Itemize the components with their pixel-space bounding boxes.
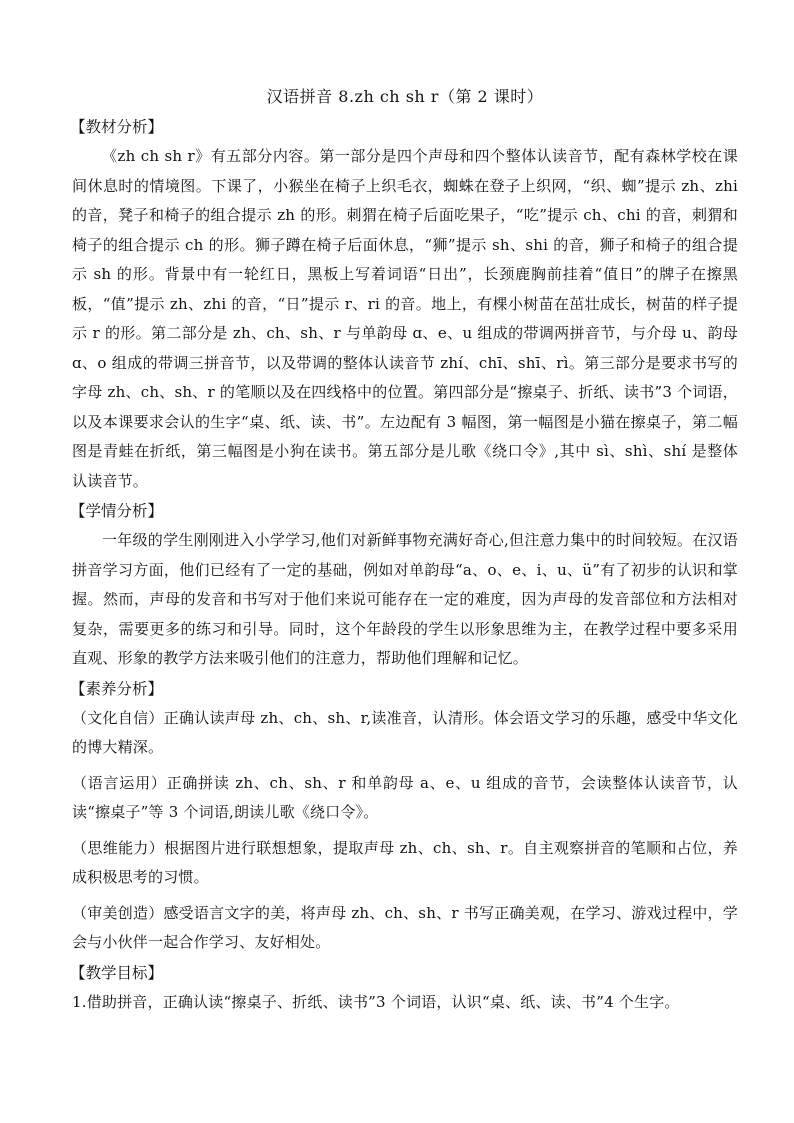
section-goals <box>72 960 738 1018</box>
goal-item-1: 1.借助拼音，正确认读“擦桌子、折纸、读书”3 个词语，认识“桌、纸、读、书”4 个生字。 <box>72 992 680 1011</box>
section-students <box>72 498 738 674</box>
document-title: 汉语拼音 8.zh ch sh r（第 2 课时） <box>266 87 544 106</box>
section-heading-literacy: 【素养分析】 <box>70 679 164 698</box>
literacy-item-culture: （文化自信）正确认读声母 zh、ch、sh、r,读准音，认清形。体会语文学习的乐趣，感受中华文化的博大精深。 <box>72 708 738 756</box>
section-heading-goals: 【教学目标】 <box>70 963 164 982</box>
section-literacy <box>72 676 738 958</box>
material-analysis-paragraph: 《zh ch sh r》有五部分内容。第一部分是四个声母和四个整体认读音节，配有森林学校在课间休息时的情境图。下课了，小猴坐在椅子上织毛衣，蜘蛛在登子上织网，“织、蜘”提示 zh、zhi 的音，凳子和椅子的组合提示 zh 的形。刺猬在椅子后面吃果子，“吃”提示 ch、chi 的音，刺猬和椅子的组合提示 ch 的形。狮子蹲在椅子后面休息，“狮”提示 sh、shi 的音，狮子和椅子的组合提示 sh 的形。背景中有一轮红日，黑板上写着词语“日出”，长颈鹿胸前挂着“值日”的牌子在擦黑板，“值”提示 zh、zhi 的音，“日”提示 r、ri 的音。地上，有棵小树苗在茁壮成长，树苗的样子提示 r 的形。第二部分是 zh、ch、sh、r 与单韵母 ɑ、e、u 组成的带调两拼音节，与介母 u、韵母 ɑ、o 组成的带调三拼音节，以及带调的整体认读音节 zhí、chī、shī、rì。第三部分是要求书写的字母 zh、ch、sh、r 的笔顺以及在四线格中的位置。第四部分是“擦桌子、折纸、读书”3 个词语，以及本课要求会认的生字“桌、纸、读、书”。左边配有 3 幅图，第一幅图是小猫在擦桌子，第二幅图是青蛙在折纸，第三幅图是小狗在读书。第五部分是儿歌《绕口令》,其中 sì、shì、shí 是整体认读音节。 <box>72 147 738 490</box>
section-heading-students: 【学情分析】 <box>70 502 164 520</box>
section-heading-material: 【教材分析】 <box>70 118 164 136</box>
document-page <box>72 84 738 1017</box>
literacy-item-aesthetics: （审美创造）感受语言文字的美，将声母 zh、ch、sh、r 书写正确美观，在学习、游戏过程中，学会与小伙伴一起合作学习、友好相处。 <box>72 903 738 951</box>
literacy-item-thinking: （思维能力）根据图片进行联想想象，提取声母 zh、ch、sh、r。自主观察拼音的笔顺和占位，养成积极思考的习惯。 <box>72 838 738 886</box>
literacy-item-language: （语言运用）正确拼读 zh、ch、sh、r 和单韵母 a、e、u 组成的音节，会读整体认读音节，认读“擦桌子”等 3 个词语,朗读儿歌《绕口令》。 <box>72 773 738 821</box>
section-material <box>72 114 738 496</box>
student-analysis-paragraph: 一年级的学生刚刚进入小学学习,他们对新鲜事物充满好奇心,但注意力集中的时间较短。在汉语拼音学习方面，他们已经有了一定的基础，例如对单韵母“a、o、e、i、u、ü”有了初步的认识和掌握。然而，声母的发音和书写对于他们来说可能存在一定的难度，因为声母的发音部位和方法相对复杂，需要更多的练习和引导。同时，这个年龄段的学生以形象思维为主，在教学过程中要多采用直观、形象的教学方法来吸引他们的注意力，帮助他们理解和记忆。 <box>72 531 738 667</box>
